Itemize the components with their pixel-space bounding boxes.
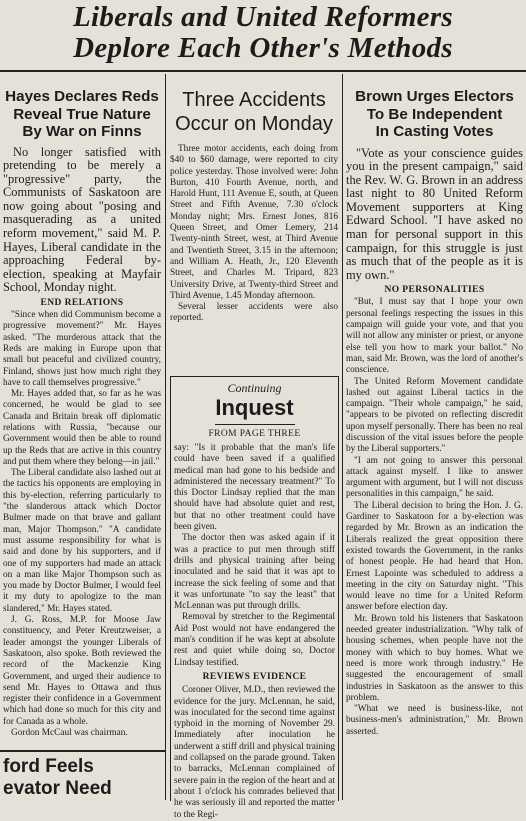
inquest-paragraph: The doctor then was asked again if it was a practice to put men through stiff drills and physical training after being inoculated and he said that it was apt to increase the sick feeling of some and that it was unfortunate "to say the least" that McLennan was put through drills. (174, 533, 335, 612)
left-subhead: END RELATIONS (40, 298, 124, 309)
right-paragraph: Mr. Brown told his listeners that Saskatoon needed greater industrialization. "Why talk of housing schemes, when people have not the money with which to buy homes. What we need is more work through industry." He suggested the encouragement of small industries in Saskatoon as the answer to this problem. (346, 613, 523, 703)
left-paragraph: Gordon McCaul was chairman. (11, 728, 128, 739)
middle-paragraph: Three motor accidents, each doing from $40 to $60 damage, were reported to city police yesterday. Those involved were: John Burton, 410 Fourth Avenue, north, and Harold Hunt, 111 Avenue E, south, at Queen Street and Fifth Avenue, 7.30 o'clock Monday night; Mrs. Ernest Jones, 816 Queen Street, and Omer Lemery, 214 Twenty-ninth Street, west, at Third Avenue and Twentieth Street, 3.15 in the afternoon; and William A. Heath, Jr., 120 Eleventh Street, and Charles M. Tripard, 823 University Drive, at Twenty-third Street and Third Avenue, 1.45 Monday afternoon. (170, 144, 338, 301)
left-headline (3, 88, 161, 141)
right-headline-line-2: To Be Independent (366, 105, 503, 123)
inquest-paragraph: say: "Is it probable that the man's life could have been saved if a qualified medical man had gone to his bedside and administered the necessary treatment?" To this Doctor Lindsay replied that the man should have had absolute quiet and rest, but that no other treatment could have been given. (174, 443, 335, 533)
middle-headline (170, 88, 338, 136)
middle-paragraph: Several lesser accidents were also reported. (170, 302, 338, 324)
right-lead (346, 147, 523, 283)
right-headline-line-1: Brown Urges Electors (355, 88, 514, 105)
column-rule-left (165, 74, 166, 800)
right-paragraph: "But, I must say that I hope your own personal feelings respecting the issues in this campaign will guide your vote, and that you will not allow any minister or priest, or anyone else tell you how to mark your ballot." No man, said Mr. Brown, was the lord of another's conscience. (346, 297, 523, 376)
banner-rule (0, 70, 526, 72)
left-paragraph: The Liberal candidate also lashed out at the tactics his opponents are employing in this by-election, referring particularly to "the slanderous attack which Doctor Bulmer made on that brave and gallant man, Major Thompson." "A candidate must assume responsibility for what is said and done by his supporters, and if one of my supporters had made an attack on a man like Major Thompson such as you made by Doctor Bulmer, I would feel it my duty to apologize to the man slandered," Mr. Hayes stated. (3, 468, 161, 614)
left-paragraph: Mr. Hayes added that, so far as he was concerned, he would be glad to see Canada and Britain break off diplomatic relations with Russia, "because our Government would then be able to round up the Reds that are active in this country and put them where they belong—in jail." (3, 389, 161, 467)
from-page-label: FROM PAGE THREE (208, 429, 301, 439)
right-headline-line-3: In Casting Votes (375, 123, 494, 140)
left-headline-line-3: By War on Finns (22, 123, 142, 140)
bottom-left-line-2: evator Need (3, 778, 112, 799)
inquest-body (171, 443, 338, 821)
banner-headline (4, 2, 522, 64)
left-paragraph: J. G. Ross, M.P. for Moose Jaw constituency, and Peter Kreutzweiser, a leader amongst the younger Liberals of Saskatoon, also spoke. Both reviewed the record of the Mackenzie King Government, and urged their audience to send Mr. Hayes to Ottawa and thus register their confidence in a Government which had done so much for this city and for Canada as a whole. (3, 615, 161, 727)
right-paragraph: "What we need is business-like, not business-men's administration," Mr. Brown asserted. (346, 704, 523, 737)
middle-headline-line-2: Occur on Monday (175, 113, 333, 135)
continuing-label: Continuing (227, 381, 282, 395)
bottom-left-headline (3, 756, 161, 800)
right-body (346, 297, 523, 738)
inquest-title-rule (215, 424, 295, 425)
bottom-left-line-1: ford Feels (3, 756, 94, 777)
middle-headline-line-1: Three Accidents (182, 89, 326, 111)
banner-line-1: Liberals and United Reformers (72, 1, 454, 33)
inquest-paragraph: Removal by stretcher to the Regimental Aid Post would not have endangered the man's condition if he was kept at absolute rest and quiet while doing so, Doctor Lindsay testified. (174, 612, 335, 668)
inquest-title: Inquest (215, 395, 294, 420)
left-headline-line-1: Hayes Declares Reds (5, 88, 159, 105)
banner-line-2: Deplore Each Other's Methods (73, 32, 453, 64)
right-paragraph: The Liberal decision to bring the Hon. J. G. Gardiner to Saskatoon for a by-election was regarded by Mr. Brown as an indication the Liberals realized the great opposition there existed towards the Government, in the ranks of honest people. He had heard that Hon. Ernest Lapointe was scheduled to address a meeting in the city on Saturday night. "This would leave no time for a United Reform answer before election day. (346, 500, 523, 613)
left-headline-line-2: Reveal True Nature (13, 105, 151, 123)
bottom-left-rule (0, 750, 165, 752)
inquest-subhead: REVIEWS EVIDENCE (202, 671, 307, 682)
left-body (3, 310, 161, 739)
right-subhead: NO PERSONALITIES (384, 285, 485, 296)
right-article (346, 88, 523, 800)
column-rule-right (342, 74, 343, 800)
left-article (3, 88, 161, 758)
left-paragraph: "Since when did Communism become a progressive movement?" Mr. Hayes asked. "The murderous attack that the Reds are making in Europe upon that small but peaceful and civilized country, Finland, shows just how much right they have to call themselves progressive." (3, 310, 161, 388)
right-lead-paragraph: "Vote as your conscience guides you in the present campaign," said the Rev. W. G. Brown in an address last night to 80 United Reform Movement supporters at King Edward School. "I have asked no man for personal support in this campaign, for this struggle is just as much that of the people as it is my own." (346, 145, 523, 282)
left-lead (3, 146, 161, 296)
inquest-box (170, 376, 339, 820)
inquest-paragraph: Coroner Oliver, M.D., then reviewed the evidence for the jury. McLennan, he said, was inoculated for the second time against typhoid in the morning of November 29. Immediately after inoculation he underwent a stiff drill and physical training and collapsed on the parade ground. Taken to barracks, McLennan complained of severe pain in the region of the heart and at about 1 o'clock his comrades believed that he was seriously ill and reported the matter to the Regi- (174, 685, 335, 820)
middle-body (170, 144, 338, 325)
right-paragraph: "I am not going to answer this personal attack against myself. I like to answer argument with argument, but I will not discuss personalities in this campaign," he said. (346, 455, 523, 500)
left-lead-paragraph: No longer satisfied with pretending to be merely a "progressive" party, the Communists of Saskatoon are now going about "posing and masquerading as a united reform movement," said M. P. Hayes, Liberal candidate in the approaching Federal by-election, speaking at Mayfair School, Monday night. (3, 144, 161, 295)
right-headline (346, 88, 523, 141)
right-paragraph: The United Reform Movement candidate lashed out against Liberal tactics in the campaign. "Their whole campaign," he said, "appears to be pivoted on reflecting discredit upon myself personally. There has been no real discussion of the vital issues before the people by the Liberal supporters." (346, 376, 523, 455)
